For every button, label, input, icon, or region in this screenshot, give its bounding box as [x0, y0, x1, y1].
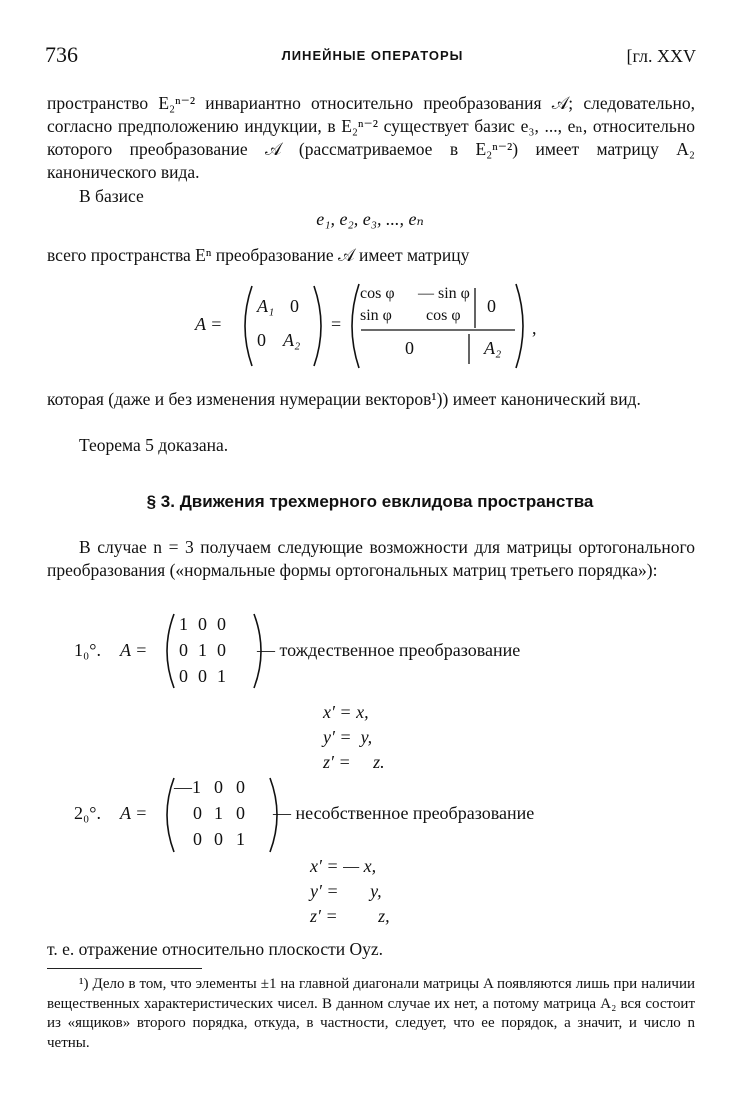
case2-cell: 0 [214, 829, 223, 849]
case1-cell: 0 [198, 614, 207, 634]
section-heading: § 3. Движения трехмерного евклидова пространства [146, 492, 594, 511]
case2-cell: 1 [214, 803, 223, 823]
case2-cell: 0 [236, 803, 245, 823]
case2-cell: 0 [193, 803, 202, 823]
running-title: ЛИНЕЙНЫЕ ОПЕРАТОРЫ [281, 48, 464, 63]
case2-cell: 0 [193, 829, 202, 849]
case1-cell: 1 [179, 614, 188, 634]
left-parentheses [238, 282, 328, 370]
paragraph-canonical: которая (даже и без изменения нумерации векторов¹)) имеет канонический вид. [47, 389, 641, 409]
case2-lhs: A = [120, 803, 148, 823]
paragraph-whole-space: всего пространства Eⁿ преобразование 𝒜 имеет матрицу [47, 245, 470, 265]
block-a2: A₂ [283, 330, 301, 350]
cell-zero-bottom: 0 [405, 338, 414, 358]
block-zero-top: 0 [290, 296, 299, 316]
case1-cell: 0 [217, 614, 226, 634]
case2-cell: 1 [236, 829, 245, 849]
case1-lhs: A = [120, 640, 148, 660]
case1-eq-y: y′ = y, [323, 727, 373, 747]
block-zero-bottom: 0 [257, 330, 266, 350]
case1-cell: 1 [217, 666, 226, 686]
trailing-comma: , [532, 318, 537, 338]
page-number: 736 [45, 42, 78, 67]
case2-cell: 0 [236, 777, 245, 797]
case2-eq-y: y′ = y, [310, 881, 382, 901]
case2-cell: 0 [214, 777, 223, 797]
cell-a2: A₂ [484, 338, 502, 358]
case1-eq-z: z′ = z. [323, 752, 385, 772]
case1-cell: 1 [198, 640, 207, 660]
paragraph-in-basis: В базисе [79, 186, 144, 206]
case2-eq-x: x′ = — x, [310, 856, 377, 876]
page-header [45, 42, 700, 74]
footnote-rule [47, 968, 202, 969]
case1-parentheses [160, 610, 268, 692]
case2-description: — несобственное преобразование [273, 803, 535, 823]
matrix-lhs: A = [195, 314, 223, 334]
basis-vectors: e₁, e₂, e₃, ..., eₙ [316, 209, 424, 229]
cell-cos-bottom: cos φ [426, 307, 461, 324]
equals-sign: = [331, 314, 342, 334]
case2-label: 2₀°. [74, 803, 101, 823]
case1-eq-x: x′ = x, [323, 702, 369, 722]
cell-zero-right: 0 [487, 296, 496, 316]
cell-sin: sin φ [360, 307, 392, 324]
theorem-proved: Теорема 5 доказана. [79, 435, 229, 455]
cell-minus-sin: — sin φ [418, 285, 470, 302]
paragraph-case-n3: В случае n = 3 получаем следующие возможности для матрицы ортогонального преобразования («нормальные формы ортогональных матриц третьего порядка»): [47, 537, 695, 580]
case2-cell: —1 [174, 777, 201, 797]
paragraph-induction: пространство E₂ⁿ⁻² инвариантно относительно преобразования 𝒜; следовательно, согласно предположению индукции, в E₂ⁿ⁻² существует базис e₃, ..., eₙ, относительно которого преобразование 𝒜 (рассматриваемое в E₂ⁿ⁻²) имеет матрицу A₂ канонического вида. [47, 93, 695, 182]
case1-cell: 0 [217, 640, 226, 660]
footnote: ¹) Дело в том, что элементы ±1 на главной диагонали матрицы A появляются лишь при наличии вещественных характеристических чисел. В данном случае их нет, а потому матрица A₂ вся состоит из «ящиков» второго порядка, откуда, в частности, следует, что ее порядок, а значит, и число n четны. [47, 976, 695, 1051]
case1-description: — тождественное преобразование [257, 640, 521, 660]
paragraph-reflection: т. е. отражение относительно плоскости Oyz. [47, 939, 384, 959]
case2-eq-z: z′ = z, [310, 906, 390, 926]
cell-cos-top: cos φ [360, 285, 395, 302]
block-a1: A₁ [257, 296, 275, 316]
chapter-label: [гл. XXV [626, 46, 696, 66]
case1-cell: 0 [179, 640, 188, 660]
case1-cell: 0 [198, 666, 207, 686]
case1-label: 1₀°. [74, 640, 101, 660]
case1-cell: 0 [179, 666, 188, 686]
